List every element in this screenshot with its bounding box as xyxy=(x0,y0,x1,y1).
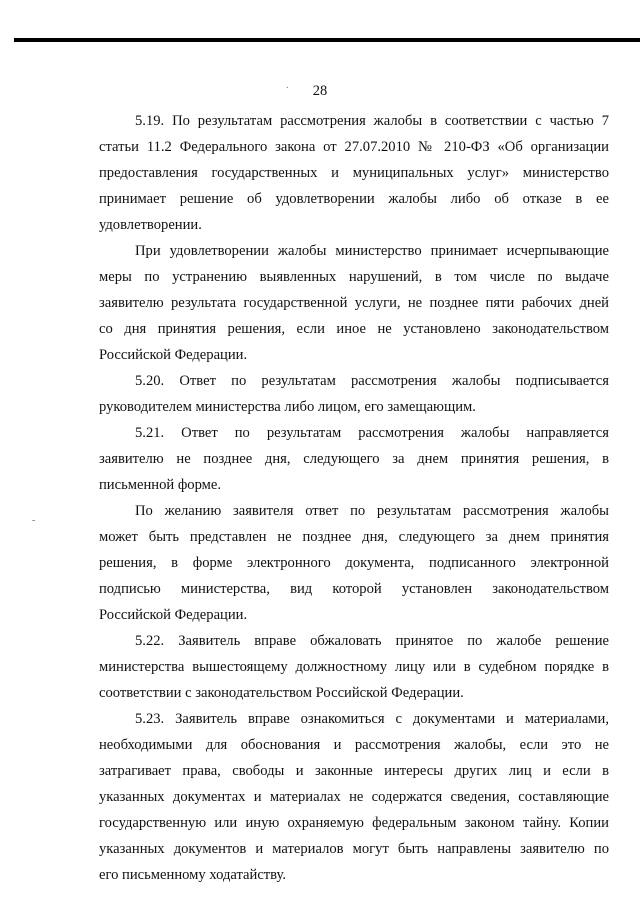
text-line: 5.19. По результатам рассмотрения жалобы в соответствии с частью 7 xyxy=(135,113,609,129)
text-line: предоставления государственных и муниципальных услуг» министерство xyxy=(99,165,609,181)
text-line: Российской Федерации. xyxy=(99,607,248,623)
text-line: письменной форме. xyxy=(99,477,222,493)
text-line: министерства вышестоящему должностному лицу или в судебном порядке в xyxy=(99,659,609,675)
text-line: 5.23. Заявитель вправе ознакомиться с документами и материалами, xyxy=(135,711,609,727)
text-line: По желанию заявителя ответ по результатам рассмотрения жалобы xyxy=(135,503,609,519)
scan-speck: . xyxy=(286,80,289,91)
text-line: заявителю не позднее дня, следующего за днем принятия решения, в xyxy=(99,451,609,467)
text-line: со дня принятия решения, если иное не установлено законодательством xyxy=(99,321,609,337)
text-line: подписью министерства, вид которой установлен законодательством xyxy=(99,581,609,597)
text-line: может быть представлен не позднее дня, следующего за днем принятия xyxy=(99,529,609,545)
scan-speck: - xyxy=(32,515,36,526)
text-line: меры по устранению выявленных нарушений, в том числе по выдаче xyxy=(99,269,609,285)
text-line: затрагивает права, свободы и законные интересы других лиц и если в xyxy=(99,763,609,779)
text-line: 5.20. Ответ по результатам рассмотрения жалобы подписывается xyxy=(135,373,609,389)
text-line: руководителем министерства либо лицом, его замещающим. xyxy=(99,399,476,415)
top-rule xyxy=(14,38,640,42)
text-line: удовлетворении. xyxy=(99,217,202,233)
page-number: 28 xyxy=(312,83,328,99)
text-line: При удовлетворении жалобы министерство принимает исчерпывающие xyxy=(135,243,609,259)
text-line: необходимыми для обоснования и рассмотрения жалобы, если это не xyxy=(99,737,609,753)
text-line: указанных документах и материалах не содержатся сведения, составляющие xyxy=(99,789,609,805)
text-line: 5.22. Заявитель вправе обжаловать принятое по жалобе решение xyxy=(135,633,609,649)
text-line: решения, в форме электронного документа, подписанного электронной xyxy=(99,555,609,571)
text-line: государственную или иную охраняемую федеральным законом тайну. Копии xyxy=(99,815,609,831)
text-line: его письменному ходатайству. xyxy=(99,867,287,883)
text-line: указанных документов и материалов могут быть направлены заявителю по xyxy=(99,841,609,857)
text-line: 5.21. Ответ по результатам рассмотрения жалобы направляется xyxy=(135,425,609,441)
text-line: статьи 11.2 Федерального закона от 27.07.2010 № 210-ФЗ «Об организации xyxy=(99,139,609,155)
text-line: заявителю результата государственной услуги, не позднее пяти рабочих дней xyxy=(99,295,609,311)
text-line: принимает решение об удовлетворении жалобы либо об отказе в ее xyxy=(99,191,609,207)
text-line: Российской Федерации. xyxy=(99,347,248,363)
text-line: соответствии с законодательством Российской Федерации. xyxy=(99,685,464,701)
